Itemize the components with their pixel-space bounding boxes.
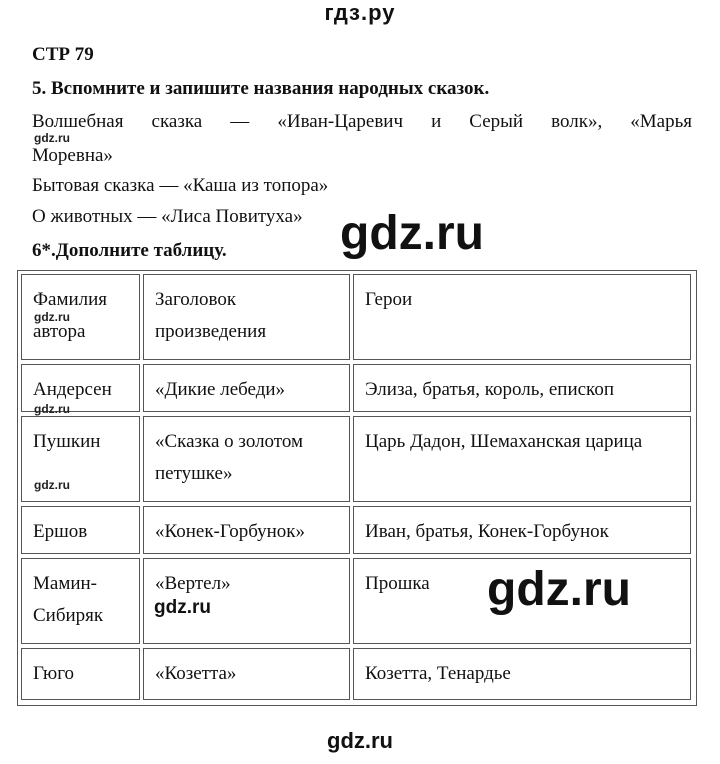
table-cell-author: Ершов [21,506,140,554]
watermark: gdz.ru [34,310,70,324]
table-cell-heroes: Иван, братья, Конек-Горбунок [353,506,691,554]
table-cell-heroes: Царь Дадон, Шемаханская царица [353,416,691,502]
table-cell-title: «Козетта» [143,648,350,700]
watermark: gdz.ru [34,402,70,416]
watermark-large: gdz.ru [340,207,484,260]
page-label: СТР 79 [32,44,94,65]
table-cell-title: «Конек-Горбунок» [143,506,350,554]
task5-title: 5. Вспомните и запишите названия народных сказок. [32,78,490,99]
task5-line2: Бытовая сказка — «Каша из топора» [32,175,329,196]
table-cell-title: «Дикие лебеди» [143,364,350,412]
watermark: gdz.ru [34,478,70,492]
watermark-large: gdz.ru [487,563,631,616]
footer-site: gdz.ru [327,728,393,753]
table-cell-author: Андерсен [21,364,140,412]
task5-line1-continuation: Моревна» [32,145,113,166]
table-cell-title: «Вертел» [143,558,350,644]
task6-title: 6*.Дополните таблицу. [32,240,227,261]
table-cell-title: «Сказка о золотом петушке» [143,416,350,502]
table-cell-heroes: Козетта, Тенардье [353,648,691,700]
table-cell-author: Гюго [21,648,140,700]
table-cell-heroes: Элиза, братья, король, епископ [353,364,691,412]
table-header-heroes: Герои [353,274,691,360]
task5-line3: О животных — «Лиса Повитуха» [32,206,303,227]
table-cell-author: Мамин-Сибиряк [21,558,140,644]
table-header-title: Заголовок произведения [143,274,350,360]
table-cell-heroes: Прошка [353,558,691,644]
site-header: гдз.ру [324,0,396,25]
task5-line1: Волшебная сказка — «Иван-Царевич и Серый волк», «Марья [32,111,692,132]
watermark: gdz.ru [34,131,70,145]
watermark: gdz.ru [154,597,211,618]
table-header-author: Фамилия автора [21,274,140,360]
table-cell-author: Пушкин [21,416,140,502]
